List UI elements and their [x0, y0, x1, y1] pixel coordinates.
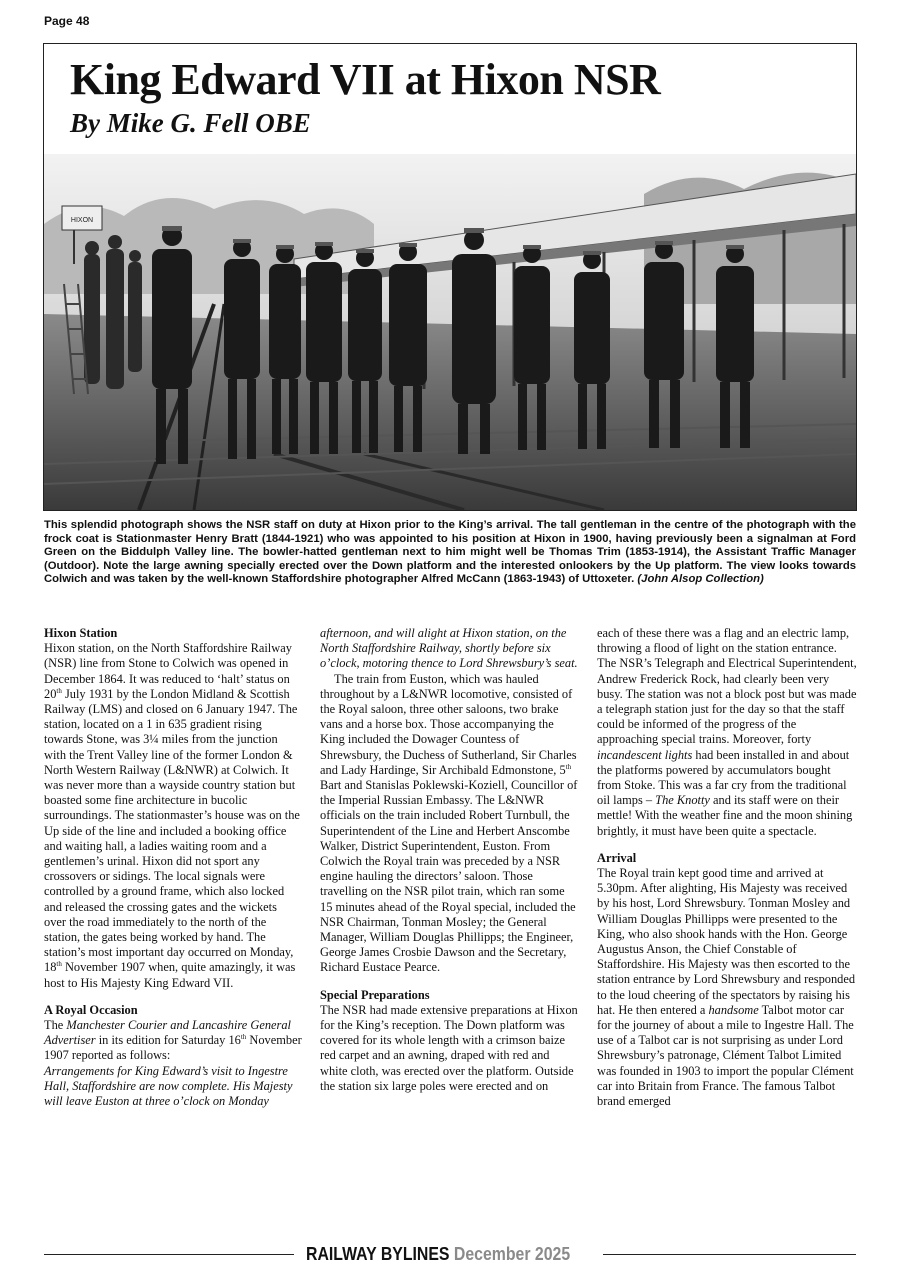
paragraph-hixon-station: Hixon station, on the North Staffordshire Railway (NSR) line from Stone to Colwich was opened in December 1864. It was reduced to ‘halt’ status on 20th July 1931 by the London Midland & Scottish Railway (LMS) and closed on 6 January 1947. The station, located on a 1 in 635 gradient rising towards Stone, was 3¼ miles from the junction with the Trent Valley line of the former London & North Western Railway (L&NWR) at Colwich. It was never more than a wayside country station but boasted some fine architecture in bucolic surroundings. The stationmaster’s house was on the Up side of the line and included a booking office and waiting hall, a ladies waiting room and a gentlemen’s urinal. Hixon did not sport any crossovers or sidings. The local signals were controlled by a ground frame, which also locked and released the crossing gates and the wickets over the road immediately to the north of the station, the gates being worked by hand. The station’s most important day occurred on Monday, 18th November 1907 when, quite amazingly, it was host to His Majesty King Edward VII. — [44, 641, 300, 990]
page-number: Page 48 — [44, 14, 90, 28]
article-byline: By Mike G. Fell OBE — [70, 108, 311, 138]
paragraph-arrival: The Royal train kept good time and arrived at 5.30pm. After alighting, His Majesty was received by his host, Lord Shrewsbury. Tonman Mosley and William Douglas Phillipps were presented to the King, who also shook hands with the Hon. George Augustus Anson, the Chief Constable of Staffordshire. His Majesty was then escorted to the station entrance by Lord Shrewsbury and responded to the loud cheering of the spectators by raising his hat. He then entered a handsome Talbot motor car for the journey of about a mile to Ingestre Hall. The use of a Talbot car is not surprising as under Lord Shrewsbury’s patronage, Clément Talbot Limited was founded in 1903 to import the popular Clément car into Britain from France. The famous Talbot brand emerged — [597, 866, 856, 1109]
paragraph-preparations-cont: each of these there was a flag and an electric lamp, throwing a flood of light on the station entrance. The NSR’s Telegraph and Electrical Superintendent, Andrew Frederick Rock, had clearly been very busy. The station was not a block post but was made a telegraph station just for the day so that the staff could be informed of the progress of the approaching special trains. Moreover, forty incandescent lights had been installed in and about the platforms powered by accumulators bought from Stoke. This was a far cry from the traditional oil lamps – The Knotty and its staff were on their mettle! With the weather fine and the moon shining brightly, it must have been quite a spectacle. — [597, 626, 857, 838]
text-column-3 — [597, 626, 857, 1109]
text-column-2 — [320, 626, 579, 1094]
footer-masthead — [306, 1243, 570, 1265]
section-heading-arrival: Arrival — [597, 850, 637, 865]
paragraph-royal-occasion: The Manchester Courier and Lancashire General Advertiser in its edition for Saturday 16th November 1907 reported as follows: Arrangements for King Edward’s visit to Ingestre Hall, Staffordshire are now complete. His Majesty will leave Euston at three o’clock on Monday — [44, 1018, 302, 1109]
paragraph-train-from-euston: The train from Euston, which was hauled throughout by a L&NWR locomotive, consisted of the Royal saloon, three other saloons, two brake vans and a horse box. Those accompanying the King included the Dowager Countess of Shrewsbury, the Duchess of Sutherland, Sir Charles and Lady Hardinge, Sir Archibald Edmonstone, 5th Bart and Stanislas Poklewski-Koziell, Councillor of the Imperial Russian Embassy. The L&NWR officials on the train included Robert Turnbull, the Superintendent of the Line and Herbert Anscombe Walker, District Superintendent, Euston. From Colwich the Royal train was preceded by a NSR engine hauling the directors’ saloon. Those travelling on the NSR pilot train, which ran some 15 minutes ahead of the Royal special, included the NSR Chairman, Tonman Mosley; the General Manager, William Douglas Phillipps; the Engineer, George James Crosbie Dawson and the Secretary, Richard Eustace Pearce. — [320, 671, 578, 975]
historic-station-photograph — [44, 154, 856, 510]
footer-rule-left — [44, 1254, 294, 1255]
article-title: King Edward VII at Hixon NSR — [70, 55, 661, 104]
text-column-1 — [44, 626, 302, 1109]
nameboard-text: HIXON — [70, 217, 94, 224]
paragraph-special-preparations: The NSR had made extensive preparations at Hixon for the King’s reception. The Down platform was covered for its whole length with a crimson baize red carpet and an awning, draped with red and white cloth, was erected over the platform. Outside the station six large poles were erected and on — [320, 1002, 578, 1093]
quote-continuation: afternoon, and will alight at Hixon station, on the North Staffordshire Railway, shortly before six o’clock, motoring thence to Lord Shrewsbury’s seat. — [320, 626, 578, 671]
page-footer — [44, 1243, 856, 1265]
magazine-name: RAILWAY BYLINES — [306, 1244, 450, 1264]
article-header-frame — [43, 43, 857, 511]
photo-caption — [44, 519, 856, 587]
footer-rule-right — [603, 1254, 856, 1255]
caption-text: This splendid photograph shows the NSR staff on duty at Hixon prior to the King’s arrival. The tall gentleman in the centre of the photograph with the frock coat is Stationmaster Henry Bratt (1844-1921) who was appointed to his position at Hixon in 1900, having previously been a signalman at Ford Green on the Biddulph Valley line. The bowler-hatted gentleman next to him might well be Thomas Trim (1853-1914), the Assistant Traffic Manager (Outdoor). Note the large awning specially erected over the Down platform and the interested onlookers by the Up platform. The view looks towards Colwich and was taken by the well-known Staffordshire photographer Alfred McCann (1863-1943) of Uttoxeter. — [44, 519, 856, 586]
section-heading-royal-occasion: A Royal Occasion — [44, 1002, 138, 1017]
issue-date: December 2025 — [453, 1244, 571, 1264]
section-heading-hixon-station: Hixon Station — [44, 626, 118, 640]
caption-credit: (John Alsop Collection) — [637, 573, 764, 586]
section-heading-special-preparations: Special Preparations — [320, 987, 430, 1002]
